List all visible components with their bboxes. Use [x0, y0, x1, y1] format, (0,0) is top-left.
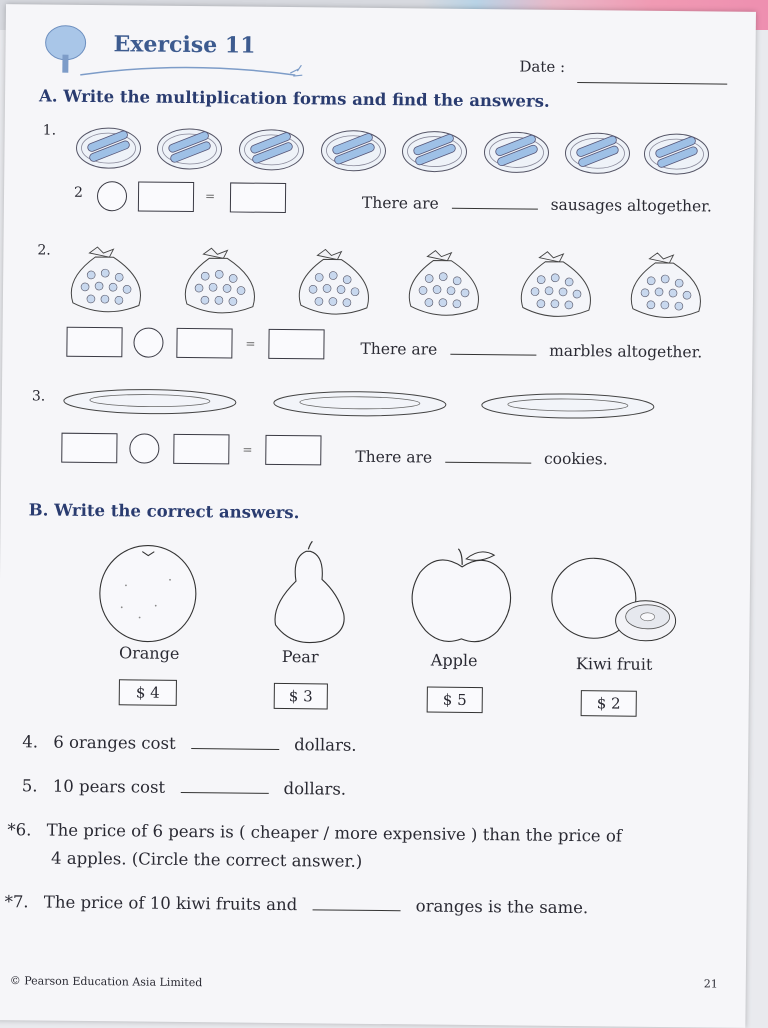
q7-text-before: The price of 10 kiwi fruits and [43, 892, 298, 915]
q7-text-after: oranges is the same. [415, 896, 589, 918]
q2-factor2-box[interactable] [176, 328, 232, 359]
q7-number: *7. [4, 892, 29, 912]
fruit-name-apple: Apple [430, 650, 478, 671]
worksheet-page [0, 4, 756, 1028]
q3-answer-box[interactable] [265, 435, 321, 466]
q6-line2: 4 apples. (Circle the correct answer.) [50, 848, 363, 871]
pear-icon [275, 541, 345, 643]
q3-factor1-box[interactable] [61, 433, 117, 464]
q5-blank[interactable] [180, 792, 268, 794]
q6-number: *6. [7, 820, 32, 840]
q3-operator-circle[interactable] [129, 433, 159, 463]
fruit-name-kiwi: Kiwi fruit [575, 654, 653, 674]
q6-row [7, 820, 622, 845]
exercise-title: Exercise 11 [113, 31, 256, 59]
q5-number: 5. [21, 776, 38, 796]
q3-text-after: cookies. [543, 449, 608, 469]
price-tag-orange: $ 4 [119, 679, 177, 706]
apple-icon [412, 548, 511, 642]
q1-blank[interactable] [452, 208, 538, 210]
q2-number: 2. [37, 242, 51, 259]
orange-icon [99, 545, 196, 642]
sausage-plate-icon [76, 128, 140, 169]
q2-text-before: There are [360, 339, 438, 359]
date-label: Date : [519, 57, 566, 76]
kiwi-icon [551, 558, 676, 641]
q1-equals: = [204, 189, 216, 204]
q5-text-after: dollars. [283, 779, 347, 799]
q1-number: 1. [42, 122, 57, 139]
q6-line1: The price of 6 pears is ( cheaper / more expensive ) than the price of [46, 820, 623, 846]
plate-icon [64, 389, 236, 415]
q1-text-after: sausages altogether. [550, 195, 712, 216]
q1-answer-box[interactable] [230, 182, 286, 213]
q2-blank[interactable] [450, 354, 536, 356]
page-number: 21 [703, 977, 718, 991]
q4-row [22, 732, 357, 755]
q3-factor2-box[interactable] [173, 434, 229, 465]
price-tag-pear: $ 3 [274, 683, 328, 710]
q5-row [22, 776, 346, 798]
fruit-name-orange: Orange [118, 643, 180, 663]
q4-blank[interactable] [191, 748, 279, 750]
price-tag-apple: $ 5 [427, 687, 483, 714]
marble-bags [67, 239, 718, 332]
q2-factor1-box[interactable] [66, 327, 122, 358]
q4-text-after: dollars. [294, 735, 357, 755]
q5-text-before: 10 pears cost [52, 776, 166, 797]
q4-number: 4. [22, 732, 39, 752]
q7-blank[interactable] [312, 909, 400, 911]
q2-operator-circle[interactable] [133, 327, 163, 357]
q3-number: 3. [31, 388, 46, 405]
fruit-illustrations [95, 535, 696, 653]
marble-bag-icon [71, 247, 141, 312]
fruit-name-pear: Pear [281, 646, 319, 667]
q7-row [5, 892, 589, 917]
copyright-footer: © Pearson Education Asia Limited [9, 974, 203, 990]
q3-text-before: There are [355, 447, 433, 467]
section-b-heading: B. Write the correct answers. [28, 500, 300, 523]
q2-sentence [360, 340, 702, 362]
price-tag-kiwi: $ 2 [581, 690, 637, 717]
q1-operator-circle[interactable] [97, 181, 127, 211]
q1-text-before: There are [361, 193, 439, 213]
q2-answer-box[interactable] [268, 329, 324, 360]
q3-sentence [355, 448, 608, 469]
q3-equals: = [242, 442, 253, 457]
q3-blank[interactable] [445, 462, 531, 464]
q4-text-before: 6 oranges cost [53, 732, 176, 753]
tree-icon [45, 25, 85, 72]
q1-factor-box[interactable] [138, 181, 194, 212]
q1-prefill-number: 2 [73, 184, 84, 201]
q2-equals: = [245, 336, 256, 351]
date-field[interactable] [577, 82, 727, 85]
sausage-plates [74, 117, 715, 186]
q2-text-after: marbles altogether. [549, 341, 703, 362]
empty-plates [62, 385, 672, 427]
q1-sentence [362, 194, 712, 216]
section-a-heading: A. Write the multiplication forms and find the answers. [38, 86, 550, 111]
